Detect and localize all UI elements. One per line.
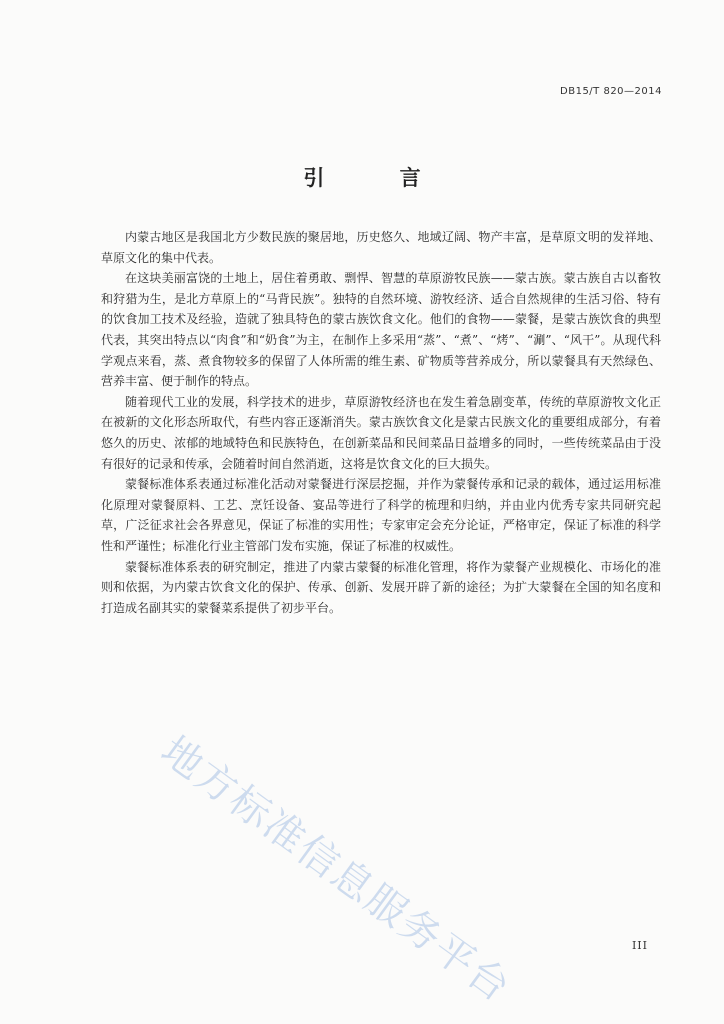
paragraph: 蒙餐标准体系表的研究制定，推进了内蒙古蒙餐的标准化管理，将作为蒙餐产业规模化、市场化的准则和依据，为内蒙古饮食文化的保护、传承、创新、发展开辟了新的途径；为扩大蒙餐在全国的知名度和打造成名副其实的蒙餐菜系提供了初步平台。	[101, 559, 661, 615]
paragraph: 蒙餐标准体系表通过标准化活动对蒙餐进行深层挖掘，并作为蒙餐传承和记录的载体，通过运用标准化原理对蒙餐原料、工艺、烹饪设备、宴品等进行了科学的梳理和归纳，并由业内优秀专家共同研究起草，广泛征求社会各界意见，保证了标准的实用性；专家审定会充分论证，严格审定，保证了标准的科学性和严谨性；标准化行业主管部门发布实施，保证了标准的权威性。	[101, 477, 661, 553]
watermark-text: 地方标准信息服务平台	[152, 727, 520, 1012]
body-text	[101, 227, 661, 618]
paragraph: 内蒙古地区是我国北方少数民族的聚居地，历史悠久、地域辽阔、物产丰富，是草原文明的发祥地、草原文化的集中代表。	[101, 230, 661, 265]
page-title: 引 言	[303, 166, 455, 190]
standard-code: DB15/T 820—2014	[560, 86, 662, 97]
paragraph: 随着现代工业的发展，科学技术的进步，草原游牧经济也在发生着急剧变革，传统的草原游牧文化正在被新的文化形态所取代，有些内容正逐渐消失。蒙古族饮食文化是蒙古民族文化的重要组成部分，有着悠久的历史、浓郁的地域特色和民族特色，在创新菜品和民间菜品日益增多的同时，一些传统菜品由于没有很好的记录和传承，会随着时间自然消逝，这将是饮食文化的巨大损失。	[101, 394, 661, 471]
paragraph: 在这块美丽富饶的土地上，居住着勇敢、剽悍、智慧的草原游牧民族——蒙古族。蒙古族自古以畜牧和狩猎为生，是北方草原上的“马背民族”。独特的自然环境、游牧经济、适合自然规律的生活习俗、特有的饮食加工技术及经验，造就了独具特色的蒙古族饮食文化。他们的食物——蒙餐，是蒙古族饮食的典型代表，其突出特点以“肉食”和“奶食”为主，在制作上多采用“蒸”、“煮”、“烤”、“涮”、“风干”。从现代科学观点来看，蒸、煮食物较多的保留了人体所需的维生素、矿物质等营养成分，所以蒙餐具有天然绿色、营养丰富、便于制作的特点。	[101, 271, 661, 389]
page-number: III	[631, 939, 648, 952]
